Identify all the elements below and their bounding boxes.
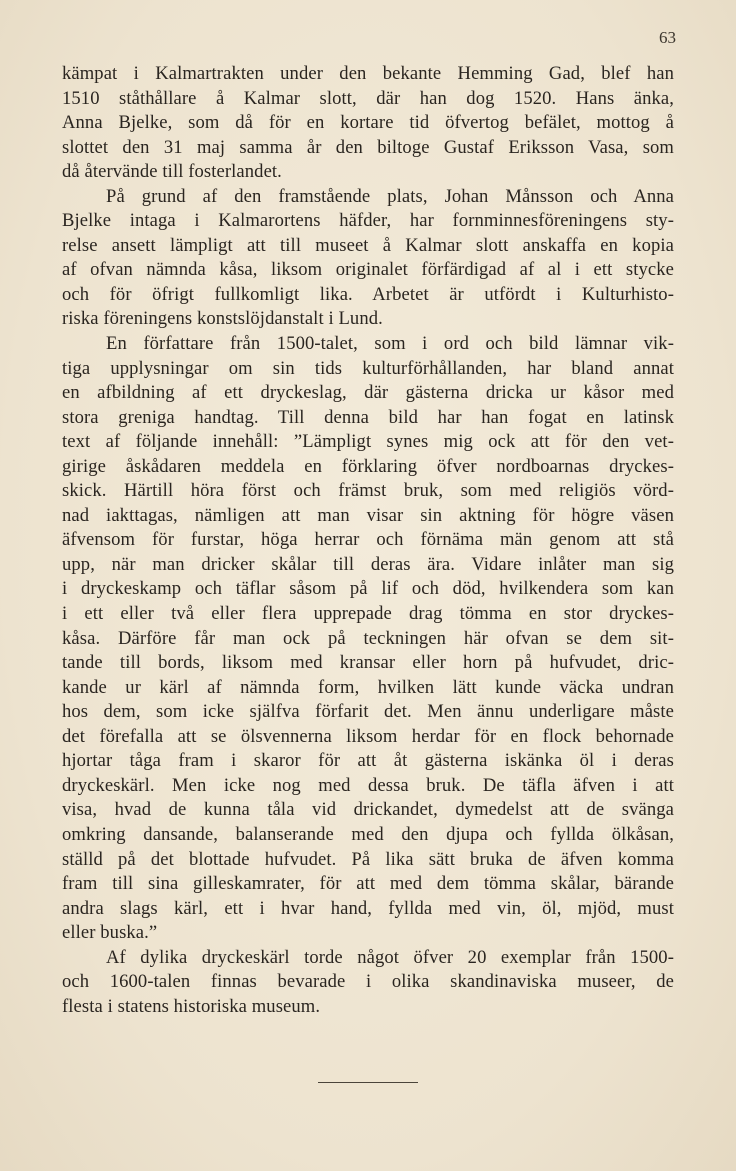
text-line: kämpat i Kalmartrakten under den bekante Hemming Gad, blef han [62,63,674,84]
text-line: hjortar tåga fram i skaror för att åt gästerna iskänka öl i deras [62,750,674,772]
text-line: i dryckeskamp och täflar såsom på lif och död, hvilkendera som kan [62,578,674,600]
text-line: och för öfrigt fullkomligt lika. Arbetet är utfördt i Kulturhisto- [62,283,674,305]
text-line: af ofvan nämnda kåsa, liksom originalet förfärdigad af al i ett stycke [62,259,674,281]
text-line: tande till bords, liksom med kransar eller horn på hufvudet, dric- [62,652,674,674]
text-line: omkring dansande, balanserande med den djupa och fyllda ölkåsan, [62,823,674,845]
text-line: en afbildning af ett dryckeslag, där gästerna dricka ur kåsor med [62,382,674,404]
text-line: ställd på det blottade hufvudet. På lika sätt bruka de äfven komma [62,848,674,870]
text-line: 1510 ståthållare å Kalmar slott, där han dog 1520. Hans änka, [62,87,674,109]
text-line: På grund af den framstående plats, Johan Månsson och Anna [106,185,674,207]
text-line: Bjelke intaga i Kalmarortens häfder, har fornminnesföreningens sty- [62,210,674,232]
text-line: relse ansett lämpligt att till museet å Kalmar slott anskaffa en kopia [62,234,674,256]
text-line: upp, när man dricker skålar till deras ära. Vidare inlåter man sig [62,553,674,575]
text-line: stora greniga handtag. Till denna bild har han fogat en latinsk [62,406,674,428]
text-line: dryckeskärl. Men icke nog med dessa bruk. De täfla äfven i att [62,774,674,796]
text-line: girige åskådaren meddela en förklaring öfver nordboarnas dryckes- [62,455,674,477]
text-line: visa, hvad de kunna tåla vid drickandet, dymedelst att de svänga [62,799,674,821]
text-line: slottet den 31 maj samma år den biltoge Gustaf Eriksson Vasa, som [62,136,674,158]
text-line: Anna Bjelke, som då för en kortare tid öfvertog befälet, mottog å [62,112,674,134]
text-line: kande ur kärl af nämnda form, hvilken lätt kunde väcka undran [62,676,674,698]
body-text [62,62,674,1019]
text-line: fram till sina gilleskamrater, för att med dem tömma skålar, bärande [62,873,674,895]
text-line: Af dylika dryckeskärl torde något öfver 20 exemplar från 1500- [106,946,674,968]
text-line: äfvensom för furstar, höga herrar och förnäma män genom att stå [62,529,674,551]
page-number: 63 [659,28,676,47]
text-line: kåsa. Därföre får man ock på teckningen här ofvan se dem sit- [62,627,674,649]
text-line: text af följande innehåll: ”Lämpligt synes mig ock att för den vet- [62,431,674,453]
section-divider [318,1082,418,1083]
text-line: hos dem, som icke själfva förfarit det. Men ännu underligare måste [62,701,674,723]
text-line: och 1600-talen finnas bevarade i olika skandinaviska museer, de [62,971,674,993]
text-line: tiga upplysningar om sin tids kulturförhållanden, har bland annat [62,357,674,379]
text-line: flesta i statens historiska museum. [62,995,321,1017]
text-line: riska föreningens konstslöjdanstalt i Lund. [62,308,383,330]
text-line: då återvände till fosterlandet. [62,161,282,183]
text-line: En författare från 1500-talet, som i ord och bild lämnar vik- [106,333,674,355]
text-line: det förefalla att se ölsvennerna liksom herdar för en flock behornade [62,725,674,747]
text-line: i ett eller två eller flera upprepade drag tömma en stor dryckes- [62,603,674,625]
text-line: skick. Härtill höra först och främst bruk, som med religiös vörd- [62,480,674,502]
text-line: eller buska.” [62,922,158,944]
text-line: nad iakttagas, nämligen att man visar sin aktning för högre väsen [62,504,674,526]
text-line: andra slags kärl, ett i hvar hand, fyllda med vin, öl, mjöd, must [62,897,674,919]
